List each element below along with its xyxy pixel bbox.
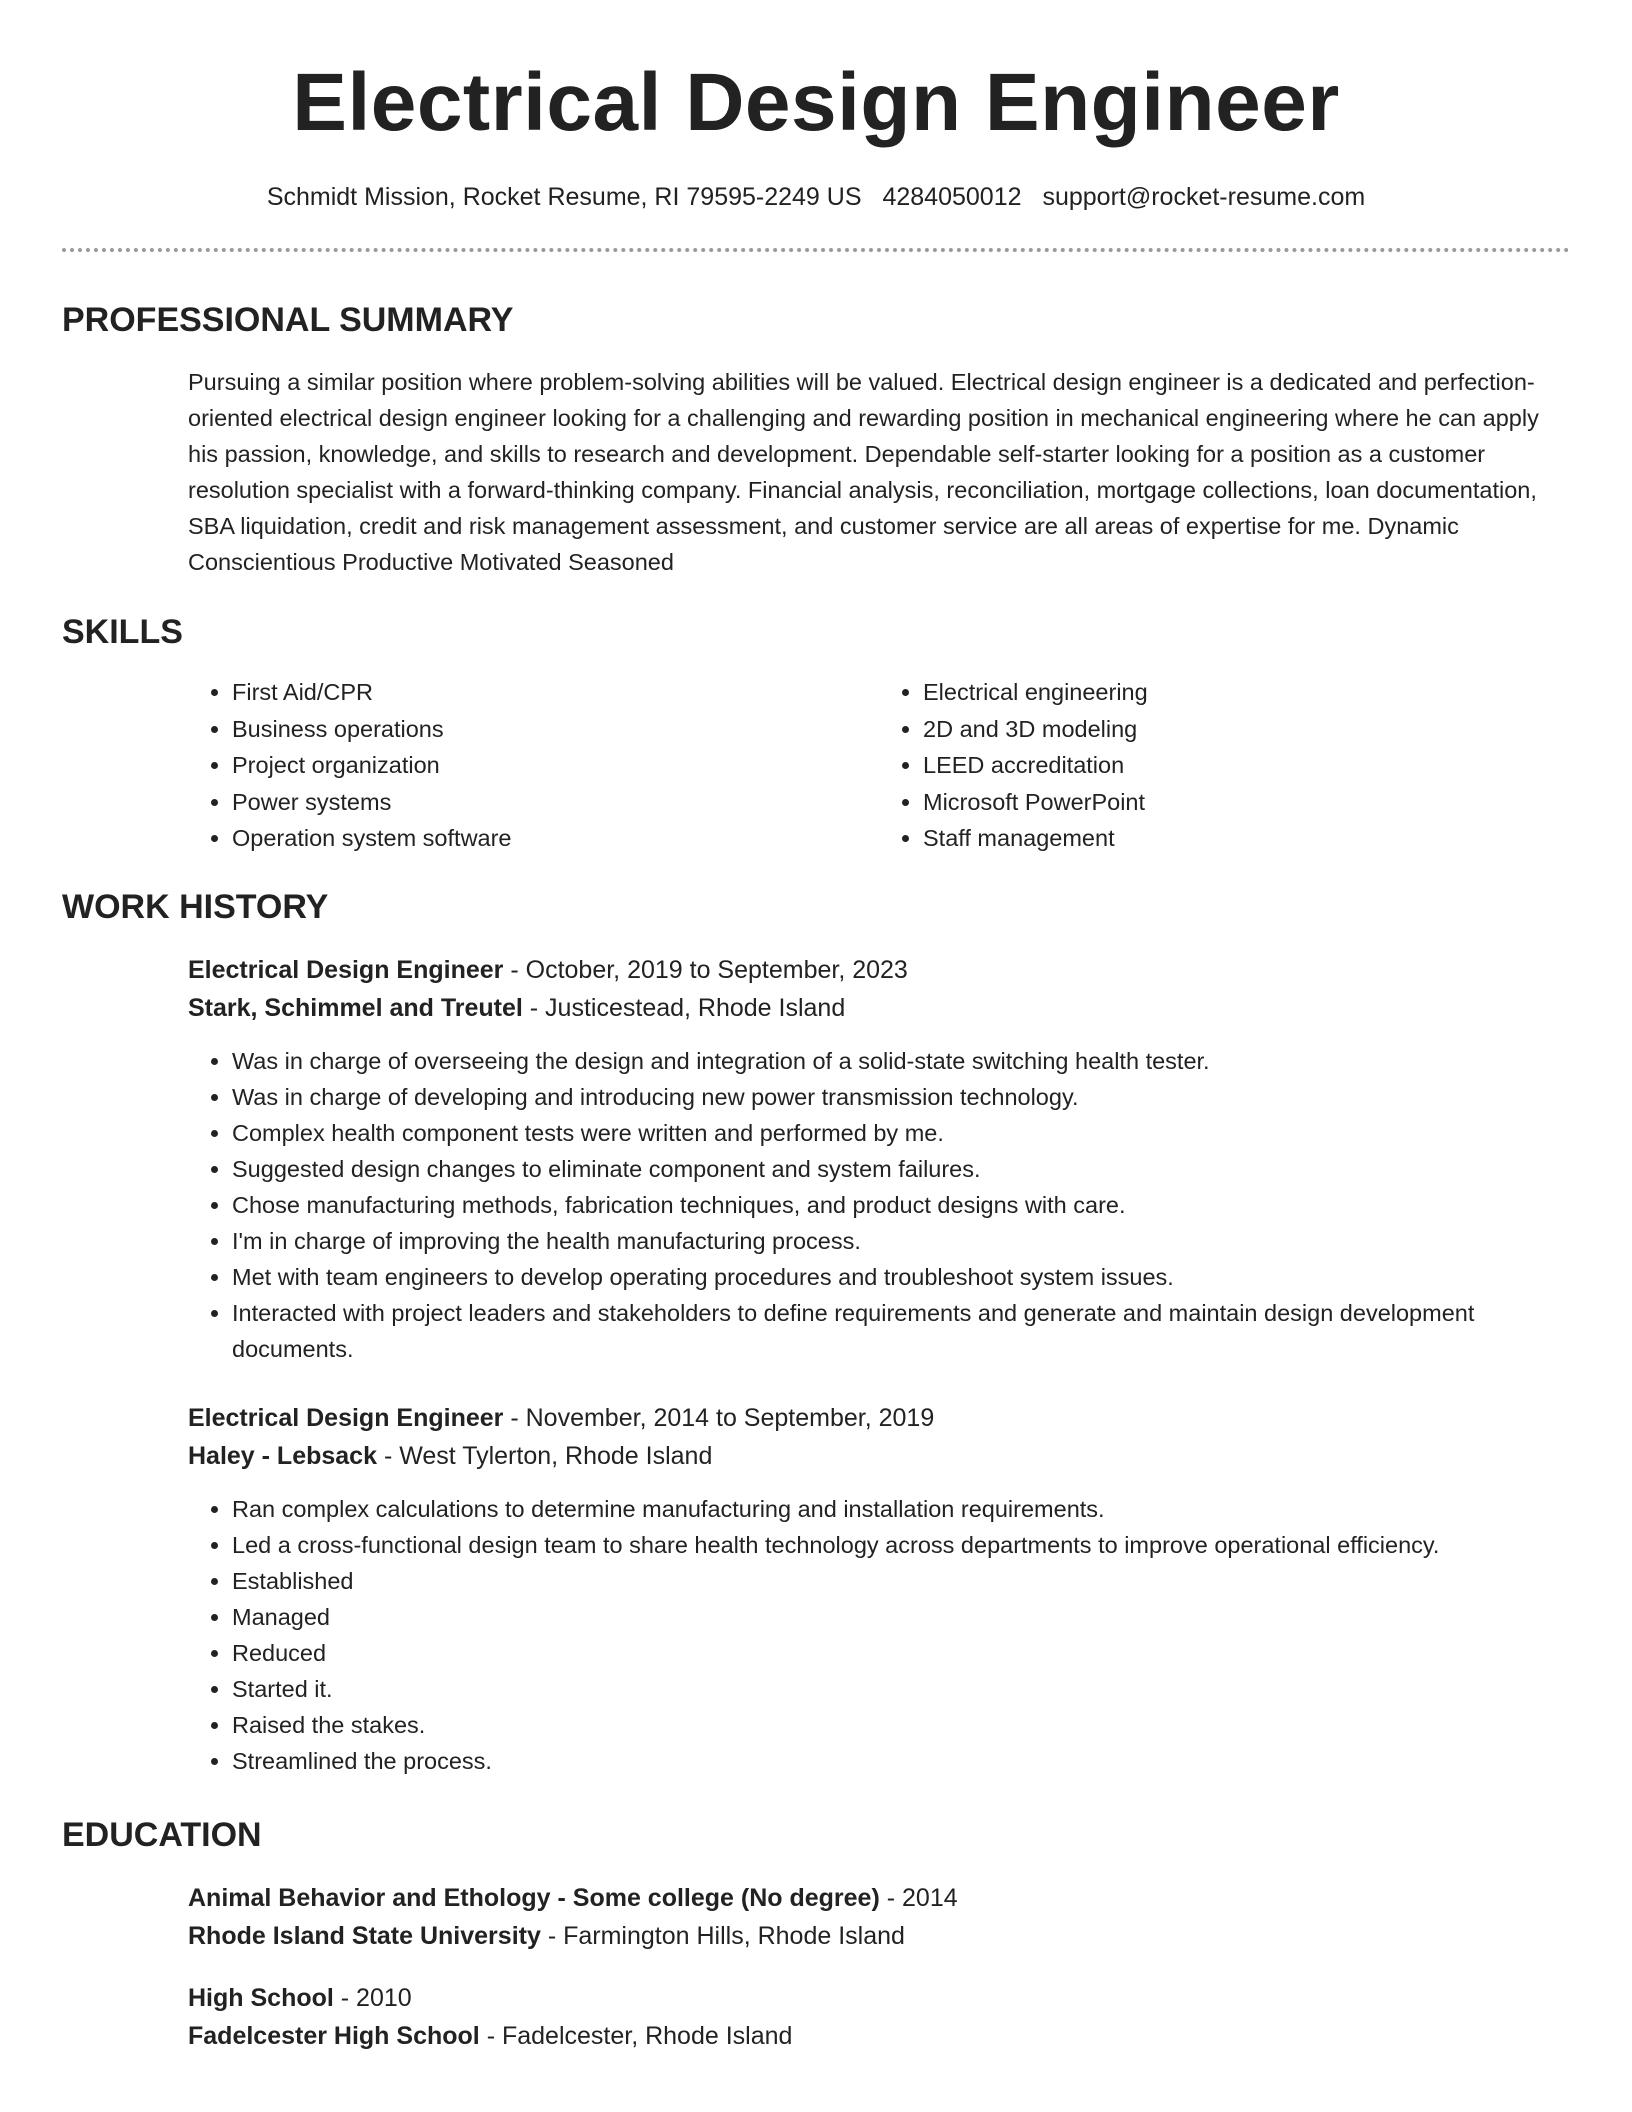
job-bullet: • Managed	[232, 1599, 1570, 1635]
header-divider	[62, 248, 1570, 252]
skill-item: • LEED accreditation	[923, 747, 1570, 784]
summary-text: Pursuing a similar position where problem-solving abilities will be valued. Electrical design engineer is a dedicated and perfection-oriented electrical design engineer looking for a challenging and rewarding position in mechanical engineering where he can apply his passion, knowledge, and skills to research and development. Dependable self-starter looking for a position as a customer resolution specialist with a forward-thinking company. Financial analysis, reconciliation, mortgage collections, loan documentation, SBA liquidation, credit and risk management assessment, and customer service are all areas of expertise for me. Dynamic Conscientious Productive Motivated Seasoned	[188, 369, 1539, 575]
job-bullet: • Suggested design changes to eliminate component and system failures.	[232, 1151, 1570, 1187]
summary-heading: PROFESSIONAL SUMMARY	[62, 301, 514, 339]
contact-line	[62, 180, 1570, 214]
education-location: - Fadelcester, Rhode Island	[479, 2021, 793, 2050]
contact-address: Schmidt Mission, Rocket Resume, RI 79595-2249 US	[266, 183, 862, 211]
job-bullet: • Started it.	[232, 1671, 1570, 1707]
job-title-line	[188, 951, 1570, 989]
job-company: Haley - Lebsack	[188, 1441, 377, 1470]
job-location: - Justicestead, Rhode Island	[522, 993, 846, 1022]
job-company-line	[188, 1437, 1570, 1475]
education-school: Fadelcester High School	[188, 2021, 480, 2050]
job-role: Electrical Design Engineer	[188, 955, 504, 984]
resume-name: Electrical Design Engineer	[292, 57, 1340, 148]
job-entry	[188, 951, 1570, 1367]
skills-heading: SKILLS	[62, 613, 183, 651]
contact-phone: 4284050012	[882, 183, 1022, 211]
job-bullet: • Was in charge of overseeing the design and integration of a solid-state switching health tester.	[232, 1043, 1570, 1079]
education-school: Rhode Island State University	[188, 1921, 541, 1950]
skills-column-left	[188, 674, 879, 857]
job-role: Electrical Design Engineer	[188, 1403, 504, 1432]
work-history-heading: WORK HISTORY	[62, 887, 329, 926]
job-title-line	[188, 1399, 1570, 1437]
skill-item: • Microsoft PowerPoint	[923, 784, 1570, 821]
job-company: Stark, Schimmel and Treutel	[188, 993, 523, 1022]
job-responsibilities	[188, 1043, 1570, 1367]
education-heading: EDUCATION	[62, 1815, 262, 1854]
education-degree: High School	[188, 1983, 334, 2012]
job-bullet: • Established	[232, 1563, 1570, 1599]
contact-email: support@rocket-resume.com	[1042, 183, 1366, 211]
job-company-line	[188, 989, 1570, 1027]
skill-item: • Electrical engineering	[923, 674, 1570, 711]
job-bullet: • Raised the stakes.	[232, 1707, 1570, 1743]
job-bullet: • Interacted with project leaders and stakeholders to define requirements and generate and maintain design development documents.	[232, 1295, 1570, 1367]
job-bullet: • Met with team engineers to develop operating procedures and troubleshoot system issues.	[232, 1259, 1570, 1295]
skill-item: • Staff management	[923, 820, 1570, 857]
education-degree-line	[188, 1879, 1570, 1917]
job-dates: - November, 2014 to September, 2019	[503, 1403, 935, 1432]
education-entry	[188, 1979, 1570, 2055]
skill-item: • Business operations	[232, 711, 879, 748]
skills-column-right	[879, 674, 1570, 857]
education-location: - Farmington Hills, Rhode Island	[540, 1921, 905, 1950]
skills-grid	[188, 674, 1570, 857]
job-bullet: • Reduced	[232, 1635, 1570, 1671]
job-dates: - October, 2019 to September, 2023	[503, 955, 908, 984]
education-entry	[188, 1879, 1570, 1955]
job-bullet: • Ran complex calculations to determine manufacturing and installation requirements.	[232, 1491, 1570, 1527]
job-bullet: • Chose manufacturing methods, fabrication techniques, and product designs with care.	[232, 1187, 1570, 1223]
education-year: - 2010	[333, 1983, 412, 2012]
education-school-line	[188, 2017, 1570, 2055]
education-degree-line	[188, 1979, 1570, 2017]
job-bullet: • Led a cross-functional design team to share health technology across departments to improve operational efficiency.	[232, 1527, 1570, 1563]
education-degree: Animal Behavior and Ethology - Some college (No degree)	[188, 1883, 880, 1912]
skill-item: • Power systems	[232, 784, 879, 821]
job-bullet: • Streamlined the process.	[232, 1743, 1570, 1779]
education-year: - 2014	[879, 1883, 958, 1912]
skill-item: • First Aid/CPR	[232, 674, 879, 711]
job-entry	[188, 1399, 1570, 1779]
job-responsibilities	[188, 1491, 1570, 1779]
education-school-line	[188, 1917, 1570, 1955]
skill-item: • Operation system software	[232, 820, 879, 857]
job-bullet: • I'm in charge of improving the health manufacturing process.	[232, 1223, 1570, 1259]
job-bullet: • Complex health component tests were written and performed by me.	[232, 1115, 1570, 1151]
skill-item: • Project organization	[232, 747, 879, 784]
job-bullet: • Was in charge of developing and introducing new power transmission technology.	[232, 1079, 1570, 1115]
skill-item: • 2D and 3D modeling	[923, 711, 1570, 748]
job-location: - West Tylerton, Rhode Island	[377, 1441, 713, 1470]
